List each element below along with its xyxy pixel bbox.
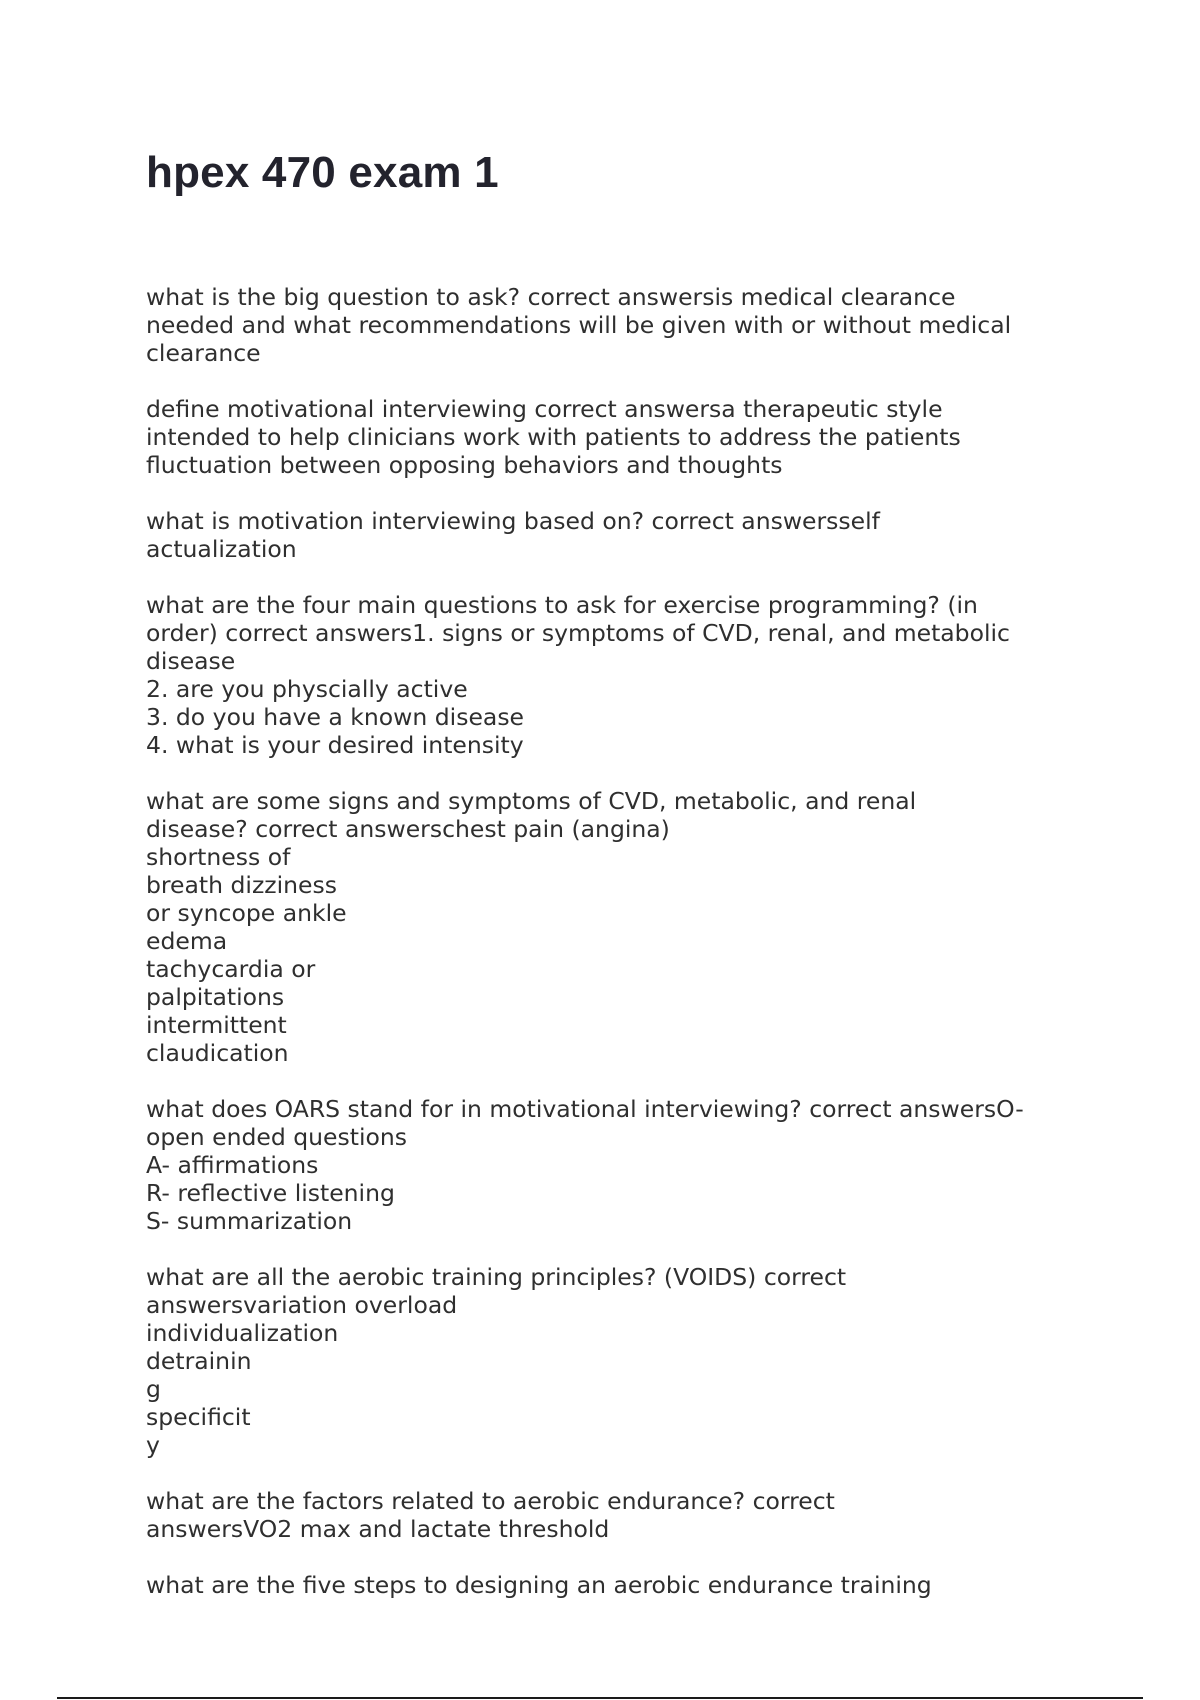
- qa-entry: what are some signs and symptoms of CVD, metabolic, and renal disease? correct answerschest pain (angina) shortness of breath dizziness or syncope ankle edema tachycardia or palpitations intermittent claudication: [146, 787, 917, 1067]
- qa-entry: what are the five steps to designing an aerobic endurance training: [146, 1571, 932, 1599]
- qa-entry: what are all the aerobic training principles? (VOIDS) correct answersvariation overload individualization detrainin g specificit y: [146, 1263, 847, 1459]
- page-title: hpex 470 exam 1: [146, 148, 499, 197]
- qa-entry: define motivational interviewing correct answersa therapeutic style intended to help clinicians work with patients to address the patients fluctuation between opposing behaviors and thoughts: [146, 395, 961, 479]
- qa-entry: what does OARS stand for in motivational interviewing? correct answersO- open ended questions A- affirmations R- reflective listening S- summarization: [146, 1095, 1024, 1235]
- qa-entry: what are the four main questions to ask for exercise programming? (in order) correct answers1. signs or symptoms of CVD, renal, and metabolic disease 2. are you physcially active 3. do you have a known disease 4. what is your desired intensity: [146, 591, 1010, 759]
- document-body: [146, 283, 1066, 1603]
- qa-entry: what is the big question to ask? correct answersis medical clearance needed and what recommendations will be given with or without medical clearance: [146, 283, 1012, 367]
- qa-entry: what are the factors related to aerobic endurance? correct answersVO2 max and lactate threshold: [146, 1487, 835, 1543]
- footer-divider: [57, 1697, 1143, 1699]
- qa-entry: what is motivation interviewing based on? correct answersself actualization: [146, 507, 880, 563]
